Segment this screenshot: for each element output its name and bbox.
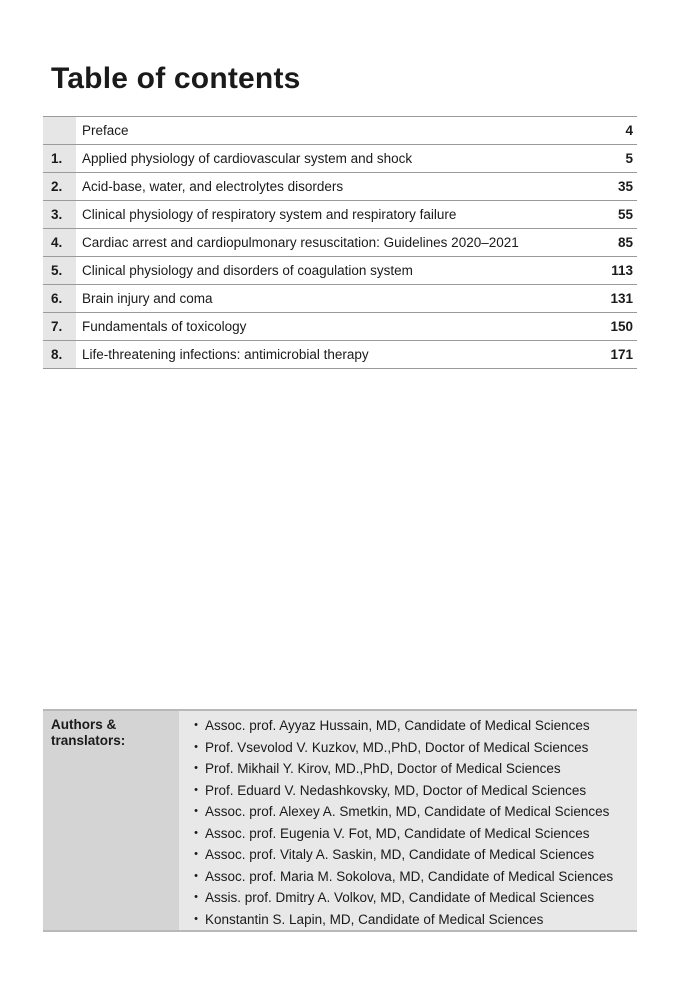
bullet-icon: •: [194, 719, 198, 731]
toc-chapter-title: Cardiac arrest and cardiopulmonary resuscitation: Guidelines 2020–2021: [82, 235, 519, 250]
author-item: [187, 715, 637, 737]
toc-chapter-title: Brain injury and coma: [82, 291, 213, 306]
toc-number: 1.: [43, 145, 76, 172]
toc-number: 5.: [43, 257, 76, 284]
toc-row-preface[interactable]: [43, 117, 637, 145]
authors-box: [43, 709, 637, 932]
toc-chapter-title: Applied physiology of cardiovascular system and shock: [82, 151, 413, 166]
bullet-icon: •: [194, 740, 198, 753]
toc-chapter-title: Fundamentals of toxicology: [82, 319, 247, 334]
toc-page-number: 131: [610, 291, 633, 306]
toc-row-chapter-8[interactable]: [43, 341, 637, 369]
toc-number: 2.: [43, 173, 76, 200]
toc-chapter-title: Life-threatening infections: antimicrobial therapy: [82, 347, 369, 362]
author-name: Prof. Vsevolod V. Kuzkov, MD.,PhD, Doctor of Medical Sciences: [205, 739, 589, 755]
toc-row-chapter-6[interactable]: [43, 285, 637, 313]
toc-number: 7.: [43, 313, 76, 340]
toc-page-number: 5: [625, 151, 633, 166]
author-item: [187, 737, 637, 759]
toc-chapter-title: Clinical physiology and disorders of coagulation system: [82, 263, 413, 278]
author-name: Assoc. prof. Vitaly A. Saskin, MD, Candidate of Medical Sciences: [205, 847, 595, 862]
bullet-icon: •: [194, 783, 198, 796]
toc-page-number: 35: [617, 179, 633, 194]
toc-page-number: 4: [625, 123, 633, 138]
toc-page-number: 150: [610, 319, 633, 334]
toc-row-chapter-2[interactable]: [43, 173, 637, 201]
author-item: [187, 909, 637, 931]
toc-page-number: 171: [610, 347, 633, 362]
authors-list: [187, 715, 637, 930]
author-item: [187, 801, 637, 823]
page-title: Table of contents: [51, 62, 301, 95]
toc-number: 8.: [43, 341, 76, 368]
toc-chapter-title: Preface: [82, 123, 129, 138]
toc-chapter-title: Clinical physiology of respiratory system and respiratory failure: [82, 207, 457, 222]
bullet-icon: •: [194, 826, 198, 839]
author-item: [187, 780, 637, 802]
toc-row-chapter-7[interactable]: [43, 313, 637, 341]
author-name: Assoc. prof. Alexey A. Smetkin, MD, Candidate of Medical Sciences: [205, 804, 610, 819]
toc-page-number: 113: [611, 263, 633, 278]
toc-page-number: 85: [617, 235, 633, 250]
bullet-icon: •: [194, 912, 198, 925]
author-item: [187, 866, 637, 888]
author-item: [187, 844, 637, 866]
toc-chapter-title: Acid-base, water, and electrolytes disorders: [82, 179, 344, 194]
author-name: Assoc. prof. Ayyaz Hussain, MD, Candidate of Medical Sciences: [205, 718, 590, 733]
author-name: Assoc. prof. Maria M. Sokolova, MD, Candidate of Medical Sciences: [205, 868, 614, 884]
bullet-icon: •: [194, 805, 198, 817]
authors-label: Authors & translators:: [43, 711, 179, 930]
toc-number: 3.: [43, 201, 76, 228]
toc-page-number: 55: [617, 207, 633, 222]
toc-row-chapter-3[interactable]: [43, 201, 637, 229]
author-name: Assoc. prof. Eugenia V. Fot, MD, Candidate of Medical Sciences: [205, 825, 590, 841]
author-item: [187, 823, 637, 845]
author-name: Assis. prof. Dmitry A. Volkov, MD, Candidate of Medical Sciences: [205, 890, 595, 905]
author-item: [187, 758, 637, 780]
bullet-icon: •: [194, 869, 198, 882]
toc-row-chapter-1[interactable]: [43, 145, 637, 173]
toc-number: 4.: [43, 229, 76, 256]
author-item: [187, 887, 637, 909]
author-name: Prof. Eduard V. Nedashkovsky, MD, Doctor of Medical Sciences: [205, 782, 587, 798]
bullet-icon: •: [194, 848, 198, 860]
toc-row-chapter-4[interactable]: [43, 229, 637, 257]
author-name: Konstantin S. Lapin, MD, Candidate of Medical Sciences: [205, 911, 544, 927]
toc-number: 6.: [43, 285, 76, 312]
toc-table: [43, 116, 637, 369]
bullet-icon: •: [194, 891, 198, 903]
authors-list-panel: [179, 711, 637, 930]
author-name: Prof. Mikhail Y. Kirov, MD.,PhD, Doctor of Medical Sciences: [205, 761, 561, 776]
toc-number: [43, 117, 76, 144]
bullet-icon: •: [194, 762, 198, 774]
toc-row-chapter-5[interactable]: [43, 257, 637, 285]
